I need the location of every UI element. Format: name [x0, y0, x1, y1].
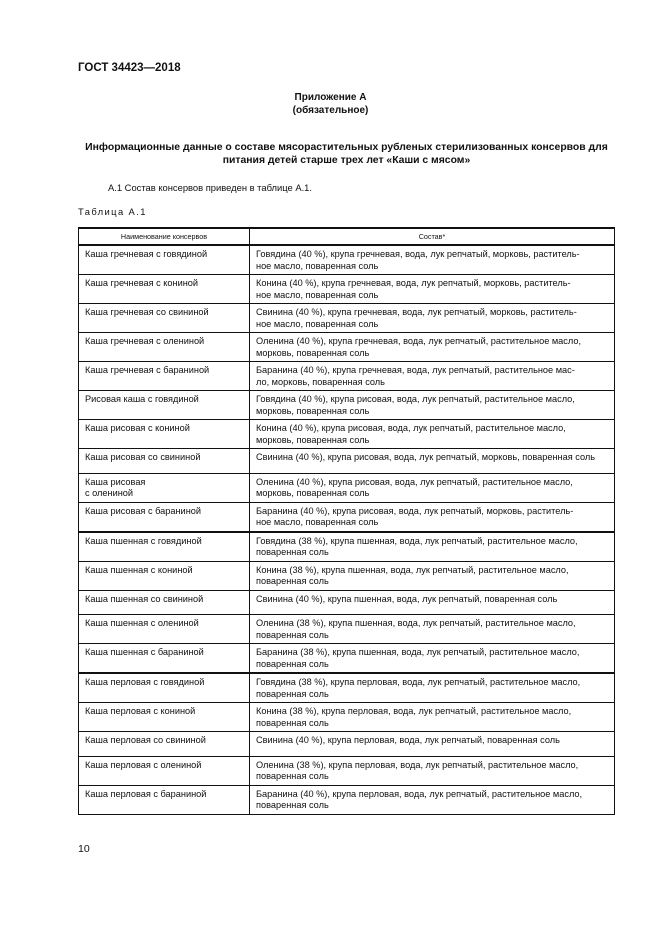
- composition-cell: Говядина (40 %), крупа гречневая, вода, лук репчатый, морковь, раститель- ное масло, поваренная соль: [250, 245, 615, 275]
- product-name-cell: Каша пшенная с олениной: [79, 615, 250, 644]
- table-row: [79, 245, 615, 275]
- product-name-cell: Каша пшенная с говядиной: [79, 532, 250, 562]
- product-name-cell: Каша пшенная со свининой: [79, 590, 250, 615]
- composition-cell: Оленина (40 %), крупа рисовая, вода, лук репчатый, растительное масло, морковь, поваренная соль: [250, 473, 615, 502]
- table-row: [79, 473, 615, 502]
- product-name-cell: Каша перловая с олениной: [79, 756, 250, 785]
- page-number: 10: [78, 843, 90, 855]
- table-row: [79, 756, 615, 785]
- product-name-cell: Каша рисовая со свининой: [79, 449, 250, 474]
- section-heading: Информационные данные о составе мясорастительных рубленых стерилизованных консервов для питания детей старше трех лет «Каши с мясом»: [85, 142, 608, 166]
- product-name-cell: Каша перловая с бараниной: [79, 785, 250, 814]
- table-row: [79, 732, 615, 757]
- table-row: [79, 703, 615, 732]
- product-name-cell: Каша пшенная с кониной: [79, 561, 250, 590]
- table-row: [79, 420, 615, 449]
- composition-cell: Свинина (40 %), крупа пшенная, вода, лук репчатый, поваренная соль: [250, 590, 615, 615]
- table-caption: Таблица А.1: [78, 206, 147, 217]
- table-body: [79, 245, 615, 814]
- product-name-cell: Каша гречневая с говядиной: [79, 245, 250, 275]
- intro-paragraph: А.1 Состав консервов приведен в таблице А.1.: [108, 182, 313, 193]
- table-row: [79, 785, 615, 814]
- product-name-cell: Каша перловая с кониной: [79, 703, 250, 732]
- composition-table: [78, 227, 615, 815]
- composition-cell: Оленина (38 %), крупа пшенная, вода, лук репчатый, растительное масло, поваренная соль: [250, 615, 615, 644]
- column-header-name: Наименование консервов: [79, 228, 250, 245]
- composition-cell: Говядина (38 %), крупа пшенная, вода, лук репчатый, растительное масло, поваренная соль: [250, 532, 615, 562]
- composition-cell: Свинина (40 %), крупа гречневая, вода, лук репчатый, морковь, раститель- ное масло, поваренная соль: [250, 304, 615, 333]
- composition-cell: Оленина (40 %), крупа гречневая, вода, лук репчатый, растительное масло, морковь, поваренная соль: [250, 333, 615, 362]
- table-row: [79, 673, 615, 703]
- standard-id: ГОСТ 34423—2018: [78, 62, 181, 74]
- annex-status: (обязательное): [292, 105, 369, 116]
- column-header-composition: Состав*: [250, 228, 615, 245]
- table-row: [79, 502, 615, 532]
- composition-cell: Баранина (38 %), крупа пшенная, вода, лук репчатый, растительное масло, поваренная соль: [250, 644, 615, 674]
- product-name-cell: Каша рисовая с кониной: [79, 420, 250, 449]
- product-name-cell: Каша пшенная с бараниной: [79, 644, 250, 674]
- composition-cell: Говядина (40 %), крупа рисовая, вода, лук репчатый, растительное масло, морковь, поваренная соль: [250, 391, 615, 420]
- composition-cell: Оленина (38 %), крупа перловая, вода, лук репчатый, растительное масло, поваренная соль: [250, 756, 615, 785]
- product-name-cell: Каша рисовая с олениной: [79, 473, 250, 502]
- table-header-row: [79, 228, 615, 245]
- composition-cell: Говядина (38 %), крупа перловая, вода, лук репчатый, растительное масло, поваренная соль: [250, 673, 615, 703]
- product-name-cell: Рисовая каша с говядиной: [79, 391, 250, 420]
- composition-cell: Конина (40 %), крупа гречневая, вода, лук репчатый, морковь, раститель- ное масло, поваренная соль: [250, 275, 615, 304]
- composition-cell: Свинина (40 %), крупа перловая, вода, лук репчатый, поваренная соль: [250, 732, 615, 757]
- composition-cell: Конина (40 %), крупа рисовая, вода, лук репчатый, растительное масло, морковь, поваренная соль: [250, 420, 615, 449]
- composition-cell: Баранина (40 %), крупа рисовая, вода, лук репчатый, морковь, раститель- ное масло, поваренная соль: [250, 502, 615, 532]
- product-name-cell: Каша гречневая со свининой: [79, 304, 250, 333]
- table-row: [79, 275, 615, 304]
- table-row: [79, 362, 615, 391]
- composition-cell: Баранина (40 %), крупа перловая, вода, лук репчатый, растительное масло, поваренная соль: [250, 785, 615, 814]
- composition-cell: Конина (38 %), крупа перловая, вода, лук репчатый, растительное масло, поваренная соль: [250, 703, 615, 732]
- product-name-cell: Каша гречневая с олениной: [79, 333, 250, 362]
- composition-cell: Конина (38 %), крупа пшенная, вода, лук репчатый, растительное масло, поваренная соль: [250, 561, 615, 590]
- product-name-cell: Каша рисовая с бараниной: [79, 502, 250, 532]
- composition-cell: Баранина (40 %), крупа гречневая, вода, лук репчатый, растительное мас- ло, морковь, поваренная соль: [250, 362, 615, 391]
- product-name-cell: Каша перловая со свининой: [79, 732, 250, 757]
- product-name-cell: Каша перловая с говядиной: [79, 673, 250, 703]
- product-name-cell: Каша гречневая с кониной: [79, 275, 250, 304]
- table-row: [79, 391, 615, 420]
- table-row: [79, 449, 615, 474]
- table-row: [79, 561, 615, 590]
- annex-title: Приложение А: [294, 92, 367, 103]
- table-row: [79, 615, 615, 644]
- table-row: [79, 590, 615, 615]
- table-row: [79, 532, 615, 562]
- composition-cell: Свинина (40 %), крупа рисовая, вода, лук репчатый, морковь, поваренная соль: [250, 449, 615, 474]
- table-row: [79, 304, 615, 333]
- annex-block: [0, 91, 661, 117]
- table-row: [79, 333, 615, 362]
- table-row: [79, 644, 615, 674]
- product-name-cell: Каша гречневая с бараниной: [79, 362, 250, 391]
